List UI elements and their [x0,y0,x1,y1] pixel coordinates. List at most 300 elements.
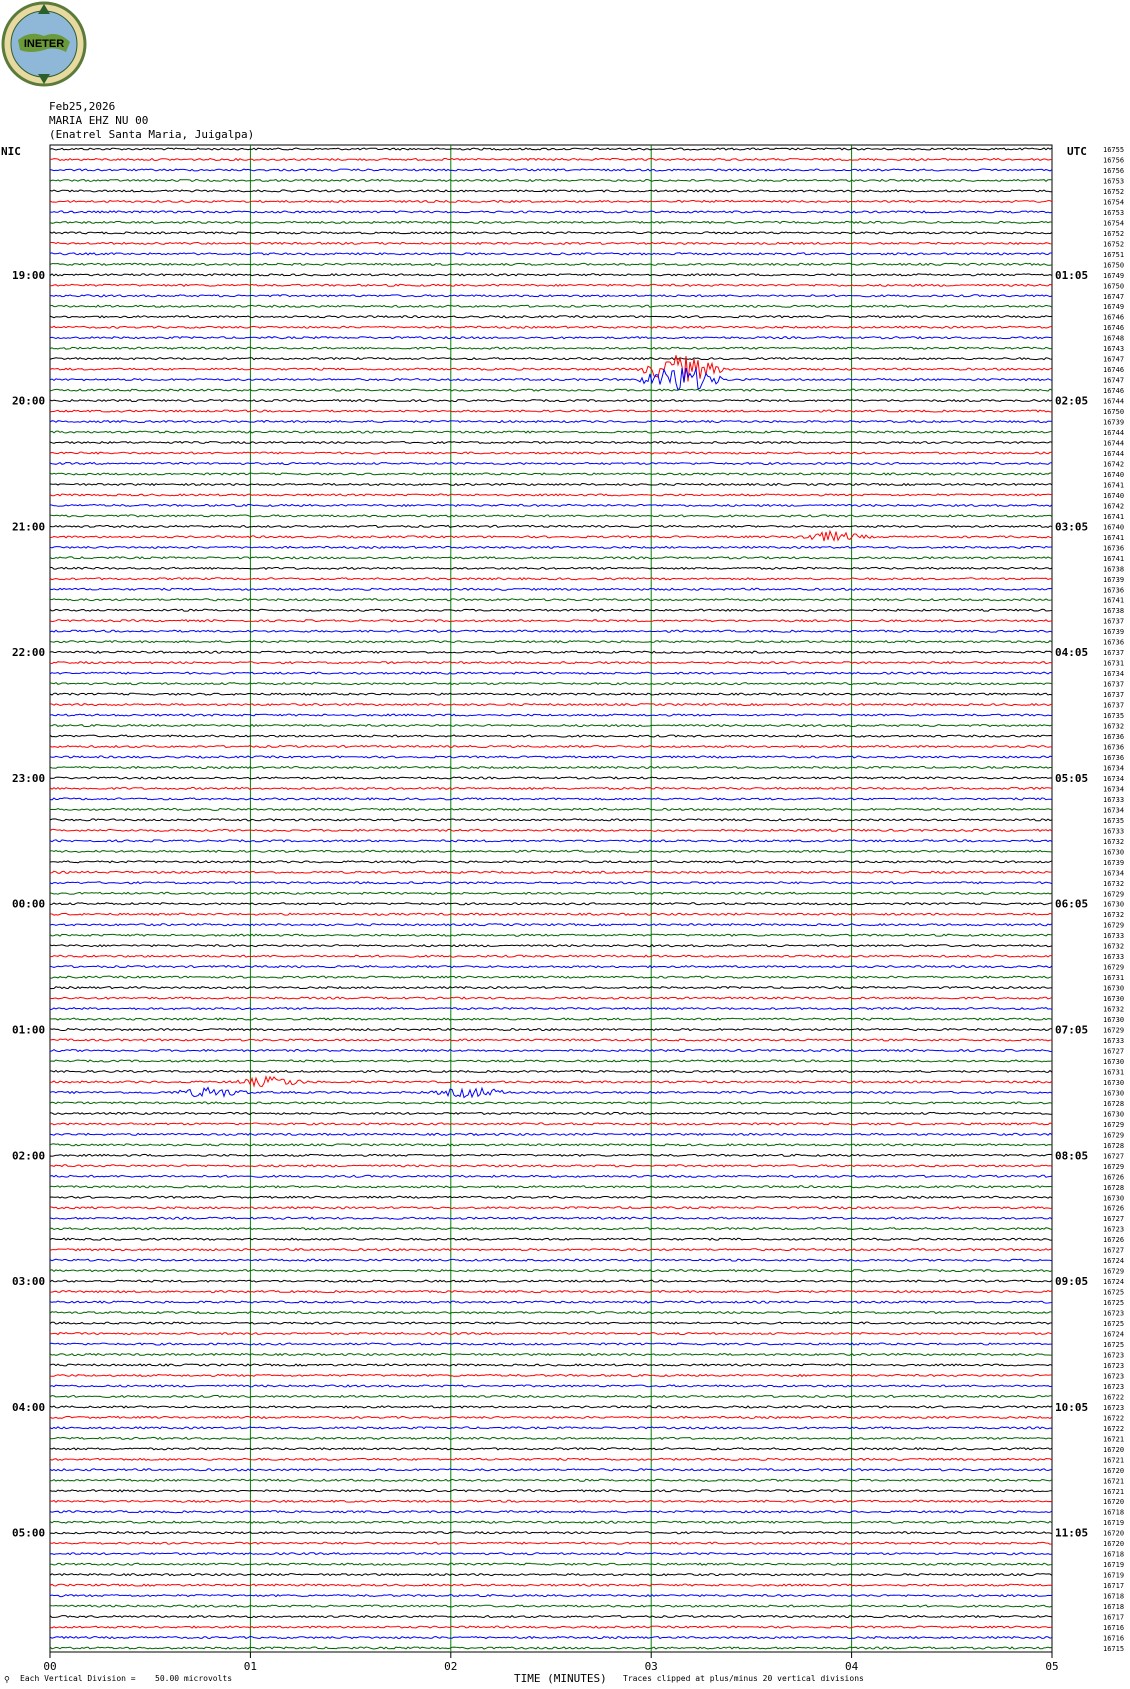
scale-icon: ⚲ [4,1675,10,1684]
trace-value-label: 16733 [1103,827,1125,836]
trace-row [50,347,1052,349]
trace-value-label: 16736 [1103,544,1125,553]
trace-value-label: 16719 [1103,1519,1125,1528]
trace-row [50,913,1052,915]
trace-row [50,840,1052,842]
trace-value-label: 16731 [1103,1068,1125,1077]
trace-value-label: 16735 [1103,816,1125,825]
trace-row [50,746,1052,748]
minute-gridlines [50,145,1052,1652]
trace-value-label: 16725 [1103,1341,1125,1349]
trace-value-label: 16730 [1103,1058,1125,1066]
trace-value-label: 16730 [1103,995,1125,1004]
trace-row [50,1437,1052,1439]
record-date: Feb25,2026 [49,100,116,113]
trace-row [50,1088,1052,1098]
trace-value-label: 16722 [1103,1393,1125,1402]
trace-value-label: 16746 [1103,387,1125,396]
trace-value-label: 16739 [1103,858,1125,867]
trace-row [50,546,1052,548]
trace-row [50,882,1052,884]
trace-value-label: 16727 [1103,1152,1125,1161]
trace-value-label: 16723 [1103,1372,1125,1381]
trace-value-label: 16732 [1103,722,1125,731]
trace-row [50,1060,1052,1062]
trace-value-label: 16742 [1103,460,1125,469]
trace-row [50,1133,1052,1135]
trace-value-label: 16729 [1103,921,1125,930]
trace-value-label: 16717 [1103,1613,1125,1622]
trace-value-label: 16733 [1103,795,1125,804]
trace-value-label: 16733 [1103,1037,1125,1045]
trace-value-label: 16722 [1103,1424,1125,1433]
trace-value-label: 16723 [1103,1309,1125,1318]
trace-value-label: 16738 [1103,565,1125,574]
right-hour-label: 06:05 [1055,897,1089,911]
trace-row [50,578,1052,580]
trace-row [50,190,1052,192]
trace-row [50,389,1052,391]
trace-row [50,672,1052,674]
trace-row [50,1123,1052,1125]
trace-value-label: 16725 [1103,1320,1125,1328]
trace-value-label: 16741 [1103,596,1125,605]
left-hour-label: 20:00 [12,394,46,408]
trace-row [50,1647,1052,1649]
trace-value-label: 16726 [1103,1204,1125,1213]
trace-row [50,1270,1052,1272]
trace-row [50,463,1052,465]
trace-row [50,1018,1052,1020]
trace-row [50,557,1052,559]
trace-value-label: 16721 [1103,1435,1125,1444]
scale-label: Each Vertical Division = [20,1674,136,1683]
trace-value-label: 16721 [1103,1477,1125,1486]
trace-row [50,1479,1052,1481]
left-hour-label: 01:00 [12,1023,46,1037]
station-location: (Enatrel Santa Maria, Juigalpa) [49,128,255,141]
trace-row [50,1375,1052,1377]
trace-row [50,1217,1052,1219]
left-hour-label: 05:00 [12,1526,46,1540]
trace-row [50,1427,1052,1429]
trace-row [50,525,1052,527]
trace-row [50,1249,1052,1251]
trace-value-label: 16720 [1103,1529,1125,1538]
trace-value-label: 16725 [1103,1288,1125,1297]
trace-row [50,1112,1052,1114]
x-tick-label: 03 [644,1660,658,1673]
right-hour-label: 07:05 [1055,1023,1089,1037]
trace-row [50,1077,1052,1087]
left-hour-label: 03:00 [12,1275,46,1289]
trace-row [50,777,1052,779]
right-hour-label: 08:05 [1055,1149,1089,1163]
trace-value-label: 16723 [1103,1362,1125,1370]
trace-value-label: 16751 [1103,250,1125,259]
trace-row [50,651,1052,653]
trace-value-label: 16724 [1103,1330,1125,1339]
trace-value-label: 16729 [1103,1131,1125,1140]
trace-row [50,274,1052,276]
right-hour-label: 01:05 [1055,268,1089,282]
trace-row [50,431,1052,433]
trace-row [50,903,1052,905]
trace-value-label: 16718 [1103,1550,1125,1559]
x-tick-label: 04 [844,1660,859,1673]
trace-row [50,316,1052,318]
trace-row [50,767,1052,769]
trace-row [50,1238,1052,1240]
trace-row [50,725,1052,727]
trace-value-label: 16738 [1103,607,1125,616]
trace-row [50,221,1052,223]
trace-row [50,1071,1052,1073]
trace-value-label: 16740 [1103,523,1125,532]
trace-value-label: 16723 [1103,1225,1125,1234]
trace-row [50,1196,1052,1198]
right-timezone-label: UTC [1067,145,1087,158]
trace-value-label: 16747 [1103,355,1125,364]
right-hour-label: 02:05 [1055,394,1089,408]
trace-row [50,892,1052,894]
trace-row [50,966,1052,968]
trace-value-label: 16729 [1103,1162,1125,1171]
trace-row [50,1469,1052,1471]
right-hour-label: 11:05 [1055,1526,1089,1540]
trace-row [50,1532,1052,1534]
trace-row [50,473,1052,475]
trace-row [50,305,1052,307]
trace-value-label: 16730 [1103,848,1125,857]
trace-value-label: 16736 [1103,743,1125,752]
trace-value-label: 16750 [1103,408,1125,417]
x-tick-label: 05 [1045,1660,1059,1673]
trace-row [50,1050,1052,1052]
trace-row [50,1563,1052,1565]
trace-row [50,662,1052,664]
trace-value-label: 16724 [1103,1257,1125,1266]
trace-value-label: 16727 [1103,1215,1125,1224]
trace-row [50,1039,1052,1041]
trace-row [50,1605,1052,1607]
trace-row [50,1008,1052,1010]
trace-value-label: 16735 [1103,712,1125,721]
trace-value-label: 16719 [1103,1571,1125,1580]
x-tick-label: 01 [243,1660,258,1673]
trace-value-label: 16729 [1103,1267,1125,1276]
trace-row [50,609,1052,611]
x-tick-label: 00 [43,1660,57,1673]
trace-row [50,987,1052,989]
trace-row [50,1416,1052,1418]
trace-row [50,567,1052,569]
logo-text: INETER [23,38,65,50]
trace-value-label: 16747 [1103,376,1125,385]
trace-value-label: 16718 [1103,1603,1125,1612]
trace-value-label: 16720 [1103,1540,1125,1549]
trace-row [50,1626,1052,1628]
trace-value-label: 16730 [1103,1089,1125,1098]
trace-row [50,504,1052,506]
trace-row [50,1385,1052,1387]
trace-value-label: 16721 [1103,1487,1125,1496]
trace-value-label: 16746 [1103,324,1125,333]
trace-value-label: 16734 [1103,785,1125,794]
trace-row [50,976,1052,978]
trace-value-label: 16720 [1103,1445,1125,1454]
left-hour-label: 23:00 [12,772,46,785]
trace-row [50,787,1052,789]
trace-value-label: 16734 [1103,869,1125,878]
trace-row [50,531,1052,541]
trace-value-label: 16737 [1103,617,1125,626]
trace-row [50,442,1052,444]
trace-value-label: 16731 [1103,659,1125,668]
seismic-traces [50,148,1052,1649]
trace-row [50,1165,1052,1167]
trace-row [50,1291,1052,1293]
left-hour-label: 02:00 [12,1149,46,1163]
trace-row [50,630,1052,632]
clip-note: Traces clipped at plus/minus 20 vertical divisions [623,1674,864,1683]
trace-value-label: 16756 [1103,156,1125,165]
trace-row [50,714,1052,716]
trace-value-label: 16744 [1103,397,1125,406]
trace-value-label: 16734 [1103,670,1125,679]
trace-value-label: 16728 [1103,1183,1125,1192]
trace-value-label: 16754 [1103,219,1125,228]
trace-value-label: 16752 [1103,187,1125,196]
right-hour-label: 10:05 [1055,1400,1089,1414]
trace-value-label: 16721 [1103,1456,1125,1465]
trace-row [50,829,1052,831]
trace-row [50,693,1052,695]
trace-row [50,1616,1052,1618]
trace-value-label: 16715 [1103,1645,1125,1653]
trace-value-label: 16749 [1103,303,1125,312]
trace-value-label: 16720 [1103,1498,1125,1507]
trace-value-label: 16732 [1103,837,1125,846]
trace-row [50,515,1052,517]
trace-row [50,1584,1052,1586]
trace-value-label: 16752 [1103,240,1125,249]
trace-row [50,1406,1052,1408]
left-hour-label: 19:00 [12,268,46,282]
trace-value-label: 16726 [1103,1236,1125,1245]
trace-value-label: 16733 [1103,932,1125,941]
trace-row [50,819,1052,821]
trace-value-label: 16730 [1103,984,1125,993]
trace-value-label: 16748 [1103,334,1125,343]
trace-value-label: 16730 [1103,1016,1125,1024]
trace-row [50,1029,1052,1031]
scale-value: 50.00 microvolts [155,1674,233,1683]
trace-value-label: 16732 [1103,879,1125,888]
trace-value-label: 16739 [1103,418,1125,427]
trace-value-label: 16741 [1103,554,1125,563]
trace-value-label: 16737 [1103,680,1125,689]
trace-value-label: 16723 [1103,1403,1125,1412]
trace-row [50,200,1052,202]
trace-value-label: 16752 [1103,229,1125,238]
trace-row [50,410,1052,412]
trace-row [50,159,1052,161]
trace-row [50,368,1052,390]
trace-row [50,358,1052,360]
left-timezone-label: NIC [1,145,21,158]
trace-value-label: 16731 [1103,974,1125,983]
trace-value-label: 16730 [1103,1110,1125,1119]
trace-row [50,1312,1052,1314]
trace-row [50,850,1052,852]
trace-row [50,169,1052,171]
left-hour-label: 21:00 [12,520,46,534]
trace-value-label: 16734 [1103,764,1125,773]
trace-value-label: 16728 [1103,1141,1125,1150]
trace-value-label: 16717 [1103,1582,1125,1591]
trace-value-label: 16747 [1103,292,1125,301]
trace-value-label: 16724 [1103,1278,1125,1287]
trace-row [50,263,1052,265]
trace-row [50,1280,1052,1282]
trace-row [50,284,1052,286]
trace-value-label: 16750 [1103,261,1125,270]
left-hour-label: 04:00 [12,1400,46,1414]
trace-value-label: 16718 [1103,1592,1125,1601]
trace-value-label: 16728 [1103,1099,1125,1108]
trace-value-label: 16729 [1103,1120,1125,1129]
trace-value-label: 16730 [1103,1078,1125,1087]
trace-row [50,1144,1052,1146]
trace-row [50,211,1052,213]
trace-value-label: 16729 [1103,963,1125,972]
trace-row [50,253,1052,255]
trace-value-label: 16716 [1103,1634,1125,1643]
trace-value-label: 16720 [1103,1466,1125,1475]
trace-value-label: 16744 [1103,439,1125,448]
trace-row [50,232,1052,234]
trace-value-label: 16746 [1103,313,1125,322]
trace-row [50,1175,1052,1177]
trace-row [50,1574,1052,1576]
trace-row [50,735,1052,737]
trace-row [50,1553,1052,1555]
trace-row [50,1102,1052,1104]
trace-value-label: 16733 [1103,953,1125,962]
trace-row [50,756,1052,758]
trace-row [50,599,1052,601]
plot-frame [50,145,1052,1652]
trace-row [50,934,1052,936]
trace-row [50,1301,1052,1303]
trace-row [50,620,1052,622]
x-axis-title: TIME (MINUTES) [514,1672,607,1685]
trace-value-label: 16749 [1103,271,1125,280]
trace-value-label: 16741 [1103,512,1125,521]
trace-row [50,704,1052,706]
trace-row [50,1259,1052,1261]
trace-value-label: 16736 [1103,638,1125,647]
trace-value-label: 16753 [1103,208,1125,217]
left-hour-label: 00:00 [12,897,46,911]
trace-row [50,180,1052,182]
trace-value-label: 16716 [1103,1624,1125,1632]
trace-row [50,242,1052,244]
trace-value-label: 16744 [1103,450,1125,458]
right-hour-label: 05:05 [1055,772,1089,785]
trace-row [50,1448,1052,1450]
trace-row [50,1186,1052,1188]
trace-row [50,1490,1052,1492]
trace-value-label: 16746 [1103,366,1125,375]
trace-row [50,1637,1052,1639]
trace-value-label: 16753 [1103,177,1125,186]
trace-value-label: 16739 [1103,628,1125,637]
trace-value-label: 16740 [1103,491,1125,500]
trace-row [50,400,1052,402]
right-hour-label: 09:05 [1055,1275,1089,1289]
trace-value-label: 16736 [1103,733,1125,741]
trace-value-label: 16737 [1103,649,1125,658]
trace-row [50,1207,1052,1209]
trace-row [50,641,1052,643]
trace-row [50,924,1052,926]
trace-value-label: 16718 [1103,1508,1125,1517]
trace-row [50,1542,1052,1544]
trace-value-label: 16732 [1103,911,1125,920]
trace-row [50,997,1052,999]
trace-row [50,588,1052,590]
trace-value-label: 16722 [1103,1414,1125,1423]
trace-value-label: 16756 [1103,167,1125,175]
trace-value-label: 16737 [1103,691,1125,700]
station-name: MARIA EHZ NU 00 [49,114,149,127]
trace-row [50,1228,1052,1230]
trace-value-label: 16741 [1103,481,1125,490]
trace-row [50,871,1052,873]
trace-row [50,1322,1052,1324]
trace-row [50,483,1052,485]
trace-value-label: 16744 [1103,429,1125,437]
left-hour-label: 22:00 [12,646,46,660]
trace-row [50,337,1052,339]
trace-row [50,494,1052,496]
x-tick-label: 02 [444,1660,458,1673]
trace-row [50,1500,1052,1502]
trace-value-label: 16730 [1103,900,1125,909]
trace-value-label: 16732 [1103,942,1125,951]
trace-row [50,1364,1052,1366]
trace-value-label: 16727 [1103,1047,1125,1056]
trace-row [50,1521,1052,1523]
right-hour-label: 04:05 [1055,646,1089,660]
trace-row [50,1333,1052,1335]
trace-row [50,683,1052,685]
trace-row [50,808,1052,810]
trace-row [50,1595,1052,1597]
trace-row [50,452,1052,454]
trace-value-label: 16742 [1103,502,1125,511]
trace-row [50,1511,1052,1513]
trace-row [50,295,1052,297]
trace-value-label: 16729 [1103,1026,1125,1035]
trace-value-label: 16741 [1103,533,1125,542]
trace-row [50,861,1052,863]
trace-value-label: 16740 [1103,471,1125,479]
right-hour-label: 03:05 [1055,520,1089,534]
trace-value-label: 16736 [1103,586,1125,595]
